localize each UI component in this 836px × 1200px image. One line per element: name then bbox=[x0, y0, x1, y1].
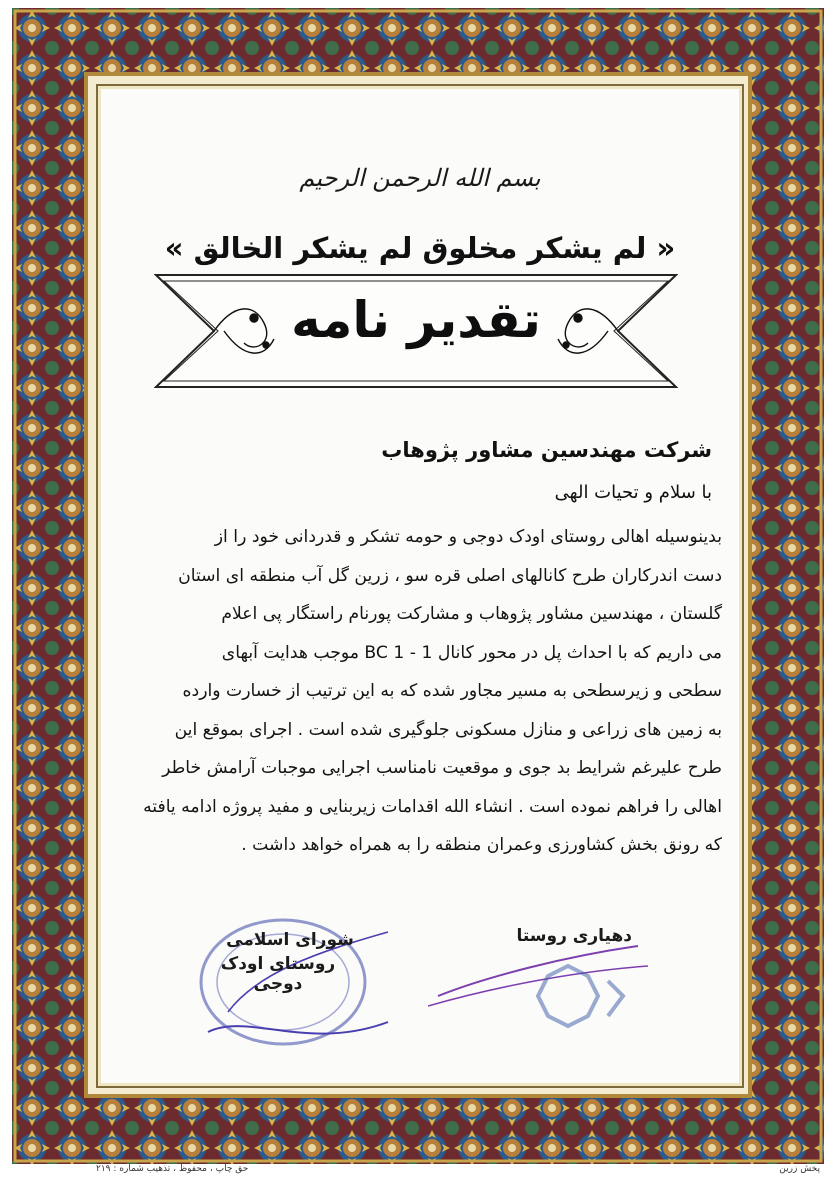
body-line: گلستان ، مهندسین مشاور پژوهاب و مشارکت پورنام راستگار پی اعلام bbox=[221, 604, 722, 624]
village-office-signature-title: دهیاری روستا bbox=[516, 926, 632, 946]
council-signature-village: روستای اودک دوجی bbox=[220, 954, 336, 994]
body-line: طرح علیرغم شرایط بد جوی و موقعیت نامناسب اجرایی موجبات آرامش خاطر bbox=[162, 758, 722, 778]
title-banner bbox=[154, 273, 678, 389]
body-line: بدینوسیله اهالی روستای اودک دوجی و حومه تشکر و قدردانی خود را از bbox=[214, 527, 722, 547]
hadith-text: « لم یشکر مخلوق لم یشکر الخالق » bbox=[164, 231, 676, 265]
body-line: دست اندرکاران طرح کانالهای اصلی قره سو ، زرین گل آب منطقه ای استان bbox=[178, 565, 722, 586]
council-signature-title: شورای اسلامی bbox=[226, 930, 354, 950]
letter-body bbox=[120, 518, 722, 865]
footer-copyright: حق چاپ ، محفوظ ، تذهیب شماره : ۲۱۹ bbox=[96, 1164, 249, 1174]
body-line: سطحی و زیرسطحی به مسیر مجاور شده که به این ترتیب از خسارت وارده bbox=[182, 681, 722, 701]
certificate-title: تقدیر نامه bbox=[291, 291, 541, 349]
body-line: اهالی را فراهم نموده است . انشاء الله اقدامات زیربنایی و مفید پروژه ادامه یافته bbox=[143, 796, 722, 817]
footer-distributor: پخش زرین bbox=[779, 1164, 820, 1174]
bismillah-text: بسم الله الرحمن الرحیم bbox=[299, 164, 541, 192]
body-line: به زمین های زراعی و منازل مسکونی جلوگیری شده است . اجرای بموقع این bbox=[174, 719, 722, 740]
greeting-text: با سلام و تحیات الهی bbox=[554, 482, 712, 503]
village-office-seal bbox=[428, 936, 648, 1076]
certificate-body bbox=[96, 84, 744, 1088]
recipient-name: شرکت مهندسین مشاور پژوهاب bbox=[381, 438, 712, 462]
body-line: که رونق بخش کشاورزی وعمران منطقه را به همراه خواهد داشت . bbox=[241, 835, 722, 855]
body-line: می داریم که با احداث پل در محور کانال BC 1 - 1 موجب هدایت آبهای bbox=[221, 642, 722, 663]
